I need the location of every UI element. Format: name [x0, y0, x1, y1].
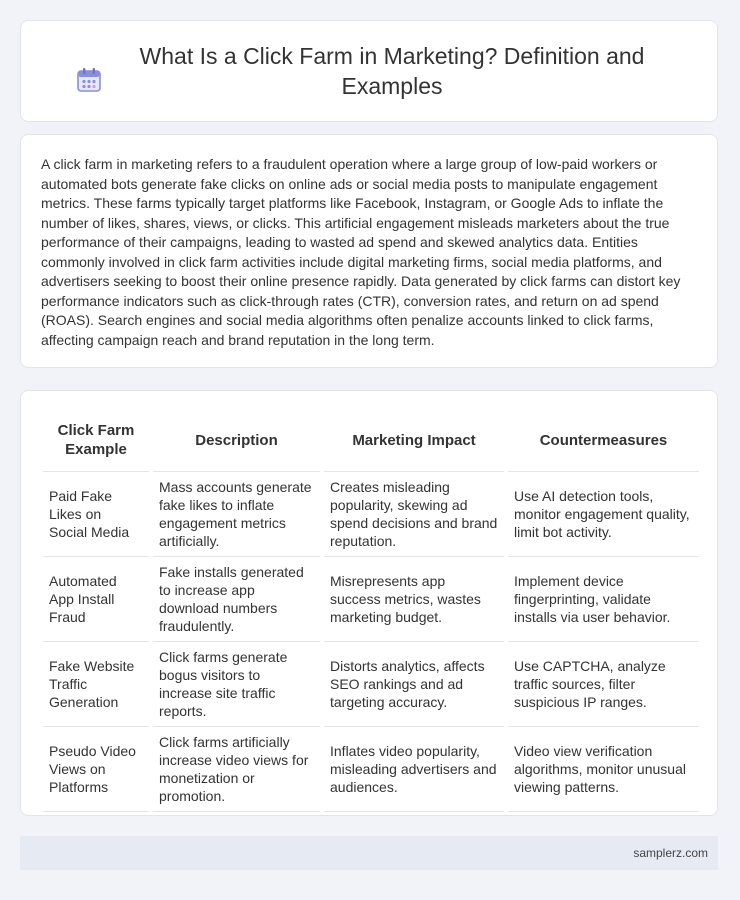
header-description: Description — [153, 409, 320, 472]
cell-countermeasures: Use AI detection tools, monitor engagement quality, limit bot activity. — [508, 472, 699, 557]
cell-description: Click farms generate bogus visitors to increase site traffic reports. — [153, 642, 320, 727]
cell-impact: Creates misleading popularity, skewing ad spend decisions and brand reputation. — [324, 472, 504, 557]
header-impact: Marketing Impact — [324, 409, 504, 472]
table-card — [20, 390, 718, 816]
cell-description: Fake installs generated to increase app download numbers fraudulently. — [153, 557, 320, 642]
cell-example: Automated App Install Fraud — [43, 557, 149, 642]
cell-countermeasures: Use CAPTCHA, analyze traffic sources, filter suspicious IP ranges. — [508, 642, 699, 727]
title-card — [20, 20, 718, 122]
intro-paragraph: A click farm in marketing refers to a fraudulent operation where a large group of low-paid workers or automated bots generate fake clicks on online ads or social media posts to manipulate engagement metrics. These farms typically target platforms like Facebook, Instagram, or Google Ads to inflate the number of likes, shares, views, or clicks. This artificial engagement misleads marketers about the true performance of their campaigns, leading to wasted ad spend and skewed analytics data. Entities commonly involved in click farm activities include digital marketing firms, social media platforms, and advertisers seeking to boost their online presence rapidly. Data generated by click farms can distort key performance indicators such as click-through rates (CTR), conversion rates, and return on ad spend (ROAS). Search engines and social media algorithms often penalize accounts linked to click farms, affecting campaign reach and brand reputation in the long term. — [41, 156, 681, 348]
table-header-row — [43, 409, 699, 472]
calendar-icon — [76, 67, 102, 93]
cell-countermeasures: Video view verification algorithms, monitor unusual viewing patterns. — [508, 727, 699, 812]
footer — [20, 836, 718, 870]
table-row — [43, 642, 699, 727]
page-title: What Is a Click Farm in Marketing? Definition and Examples — [139, 43, 645, 99]
cell-impact: Distorts analytics, affects SEO rankings and ad targeting accuracy. — [324, 642, 504, 727]
cell-countermeasures: Implement device fingerprinting, validate installs via user behavior. — [508, 557, 699, 642]
click-farm-table — [39, 409, 703, 812]
cell-example: Pseudo Video Views on Platforms — [43, 727, 149, 812]
table-row — [43, 472, 699, 557]
header-countermeasures: Countermeasures — [508, 409, 699, 472]
cell-impact: Inflates video popularity, misleading advertisers and audiences. — [324, 727, 504, 812]
cell-description: Click farms artificially increase video views for monetization or promotion. — [153, 727, 320, 812]
table-row — [43, 557, 699, 642]
header-example: Click Farm Example — [43, 409, 149, 472]
cell-description: Mass accounts generate fake likes to inflate engagement metrics artificially. — [153, 472, 320, 557]
cell-example: Fake Website Traffic Generation — [43, 642, 149, 727]
intro-card — [20, 134, 718, 368]
table-row — [43, 727, 699, 812]
title-wrap — [59, 41, 679, 101]
cell-impact: Misrepresents app success metrics, wastes marketing budget. — [324, 557, 504, 642]
cell-example: Paid Fake Likes on Social Media — [43, 472, 149, 557]
footer-site-link[interactable]: samplerz.com — [633, 846, 708, 860]
